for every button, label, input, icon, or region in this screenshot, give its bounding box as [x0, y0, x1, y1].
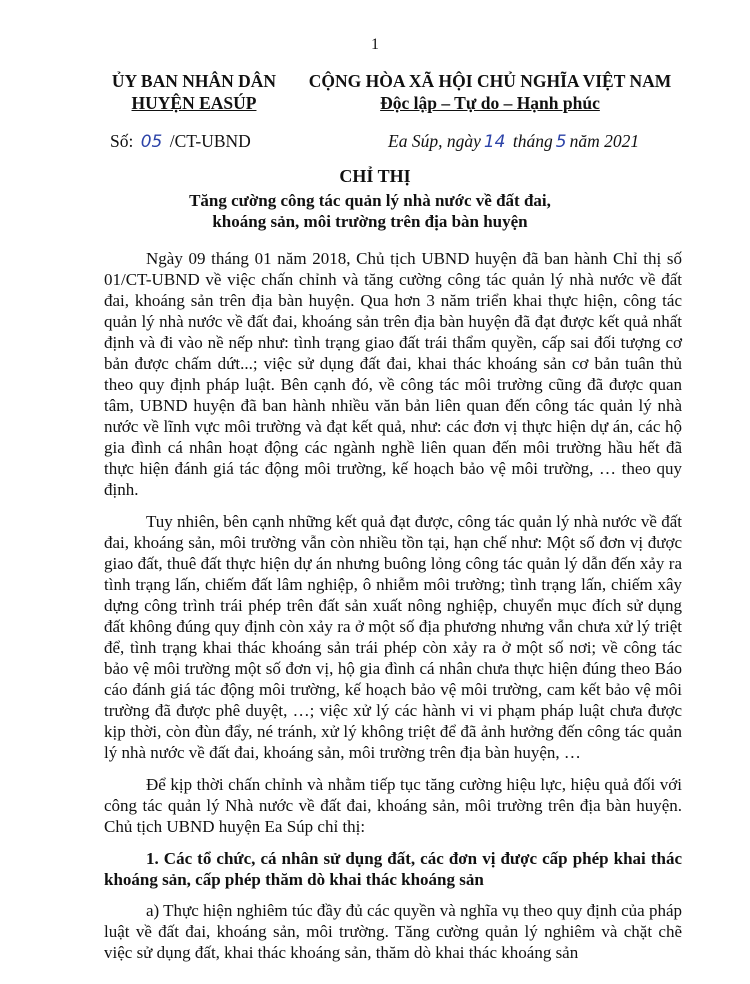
document-subtitle	[120, 190, 620, 232]
date-place: Ea Súp, ngày	[388, 131, 481, 151]
paragraph-directive: Để kịp thời chấn chỉnh và nhằm tiếp tục tăng cường hiệu lực, hiệu quả đối với công tác quản lý Nhà nước về đất đai, khoáng sản, môi trường trên địa bàn huyện. Chủ tịch UBND huyện Ea Súp chỉ thị:	[104, 775, 682, 836]
date-month-handwritten: 5	[555, 132, 567, 152]
paragraph-limitations: Tuy nhiên, bên cạnh những kết quả đạt được, công tác quản lý nhà nước về đất đai, khoáng sản, môi trường vẫn còn nhiều tồn tại, hạn chế như: Một số đơn vị được giao đất, thuê đất thực hiện dự án nhưng buông lỏng công tác quản lý dẫn đến xảy ra tình trạng lấn, chiếm đất lâm nghiệp, ô nhiễm môi trường; tình trạng lấn, chiếm xây dựng công trình trái phép trên đất sản xuất nông nghiệp, chuyển mục đích sử dụng đất không đúng quy định còn xảy ra ở một số địa phương nhưng vẫn chưa xử lý triệt để, tình trạng khai thác khoáng sản trái phép còn xảy ra ở một số nơi; về công tác bảo vệ môi trường một số đơn vị, hộ gia đình cá nhân chưa thực hiện đúng theo Báo cáo đánh giá tác động môi trường, kế hoạch bảo vệ môi trường, cam kết bảo vệ môi trường đã được phê duyệt, …; việc xử lý các hành vi vi phạm pháp luật chưa được kịp thời, còn đùn đẩy, né tránh, xử lý không triệt để đã ảnh hưởng đến công tác quản lý nhà nước về đất đai, khoáng sản, môi trường trên địa bàn huyện, …	[104, 512, 682, 762]
doc-number-prefix: Số:	[110, 131, 134, 151]
nation-name: CỘNG HÒA XÃ HỘI CHỦ NGHĨA VIỆT NAM	[308, 71, 672, 91]
subtitle-line1: Tăng cường công tác quản lý nhà nước về đất đai,	[189, 191, 551, 210]
authority-line1: ỦY BAN NHÂN DÂN	[111, 71, 277, 91]
national-motto: Độc lập – Tự do – Hạnh phúc	[380, 93, 600, 113]
page-number: 1	[371, 36, 379, 53]
date-year: năm 2021	[569, 131, 640, 151]
document-title: CHỈ THỊ	[339, 166, 411, 186]
date-day-handwritten: 14	[483, 132, 506, 152]
issuing-authority	[94, 70, 294, 114]
date-month-label: tháng	[512, 131, 553, 151]
doc-number-handwritten: 05	[140, 132, 163, 152]
doc-number-suffix: /CT-UBND	[169, 131, 251, 151]
paragraph-intro: Ngày 09 tháng 01 năm 2018, Chủ tịch UBND huyện đã ban hành Chỉ thị số 01/CT-UBND về việc chấn chỉnh và tăng cường công tác quản lý nhà nước về đất đai, khoáng sản trên địa bàn huyện. Qua hơn 3 năm triển khai thực hiện, công tác quản lý nhà nước về đất đai, khoáng sản trên địa bàn huyện đã đạt được kết quả nhất định và đi vào nề nếp như: tình trạng giao đất trái thẩm quyền, cấp sai đối tượng cơ bản được chấm dứt...; việc sử dụng đất đai, khai thác khoáng sản cơ bản tuân thủ theo quy định pháp luật. Bên cạnh đó, về công tác môi trường cũng đã được quan tâm, UBND huyện đã ban hành nhiều văn bản liên quan đến công tác quản lý nhà nước về lĩnh vực môi trường và đạt kết quả, như: các đơn vị thực hiện dự án, các hộ gia đình cá nhân hoạt động các ngành nghề liên quan đến môi trường hầu hết đã thực hiện đánh giá tác động môi trường, kế hoạch bảo vệ môi trường, … theo quy định.	[104, 249, 682, 499]
section1-heading: 1. Các tổ chức, cá nhân sử dụng đất, các đơn vị được cấp phép khai thác khoáng sản, cấp phép thăm dò khai thác khoáng sản	[104, 849, 682, 889]
document-date	[388, 131, 639, 152]
subtitle-line2: khoáng sản, môi trường trên địa bàn huyện	[212, 212, 528, 231]
national-header	[305, 70, 675, 114]
document-number	[110, 131, 251, 152]
authority-line2: HUYỆN EASÚP	[131, 93, 257, 113]
document-body	[104, 248, 682, 963]
section1-item-a: a) Thực hiện nghiêm túc đầy đủ các quyền và nghĩa vụ theo quy định của pháp luật về đất đai, khoáng sản, môi trường. Tăng cường quản lý nghiêm và chặt chẽ việc sử dụng đất, khai thác khoáng sản, thăm dò khai thác khoáng sản	[104, 901, 682, 962]
